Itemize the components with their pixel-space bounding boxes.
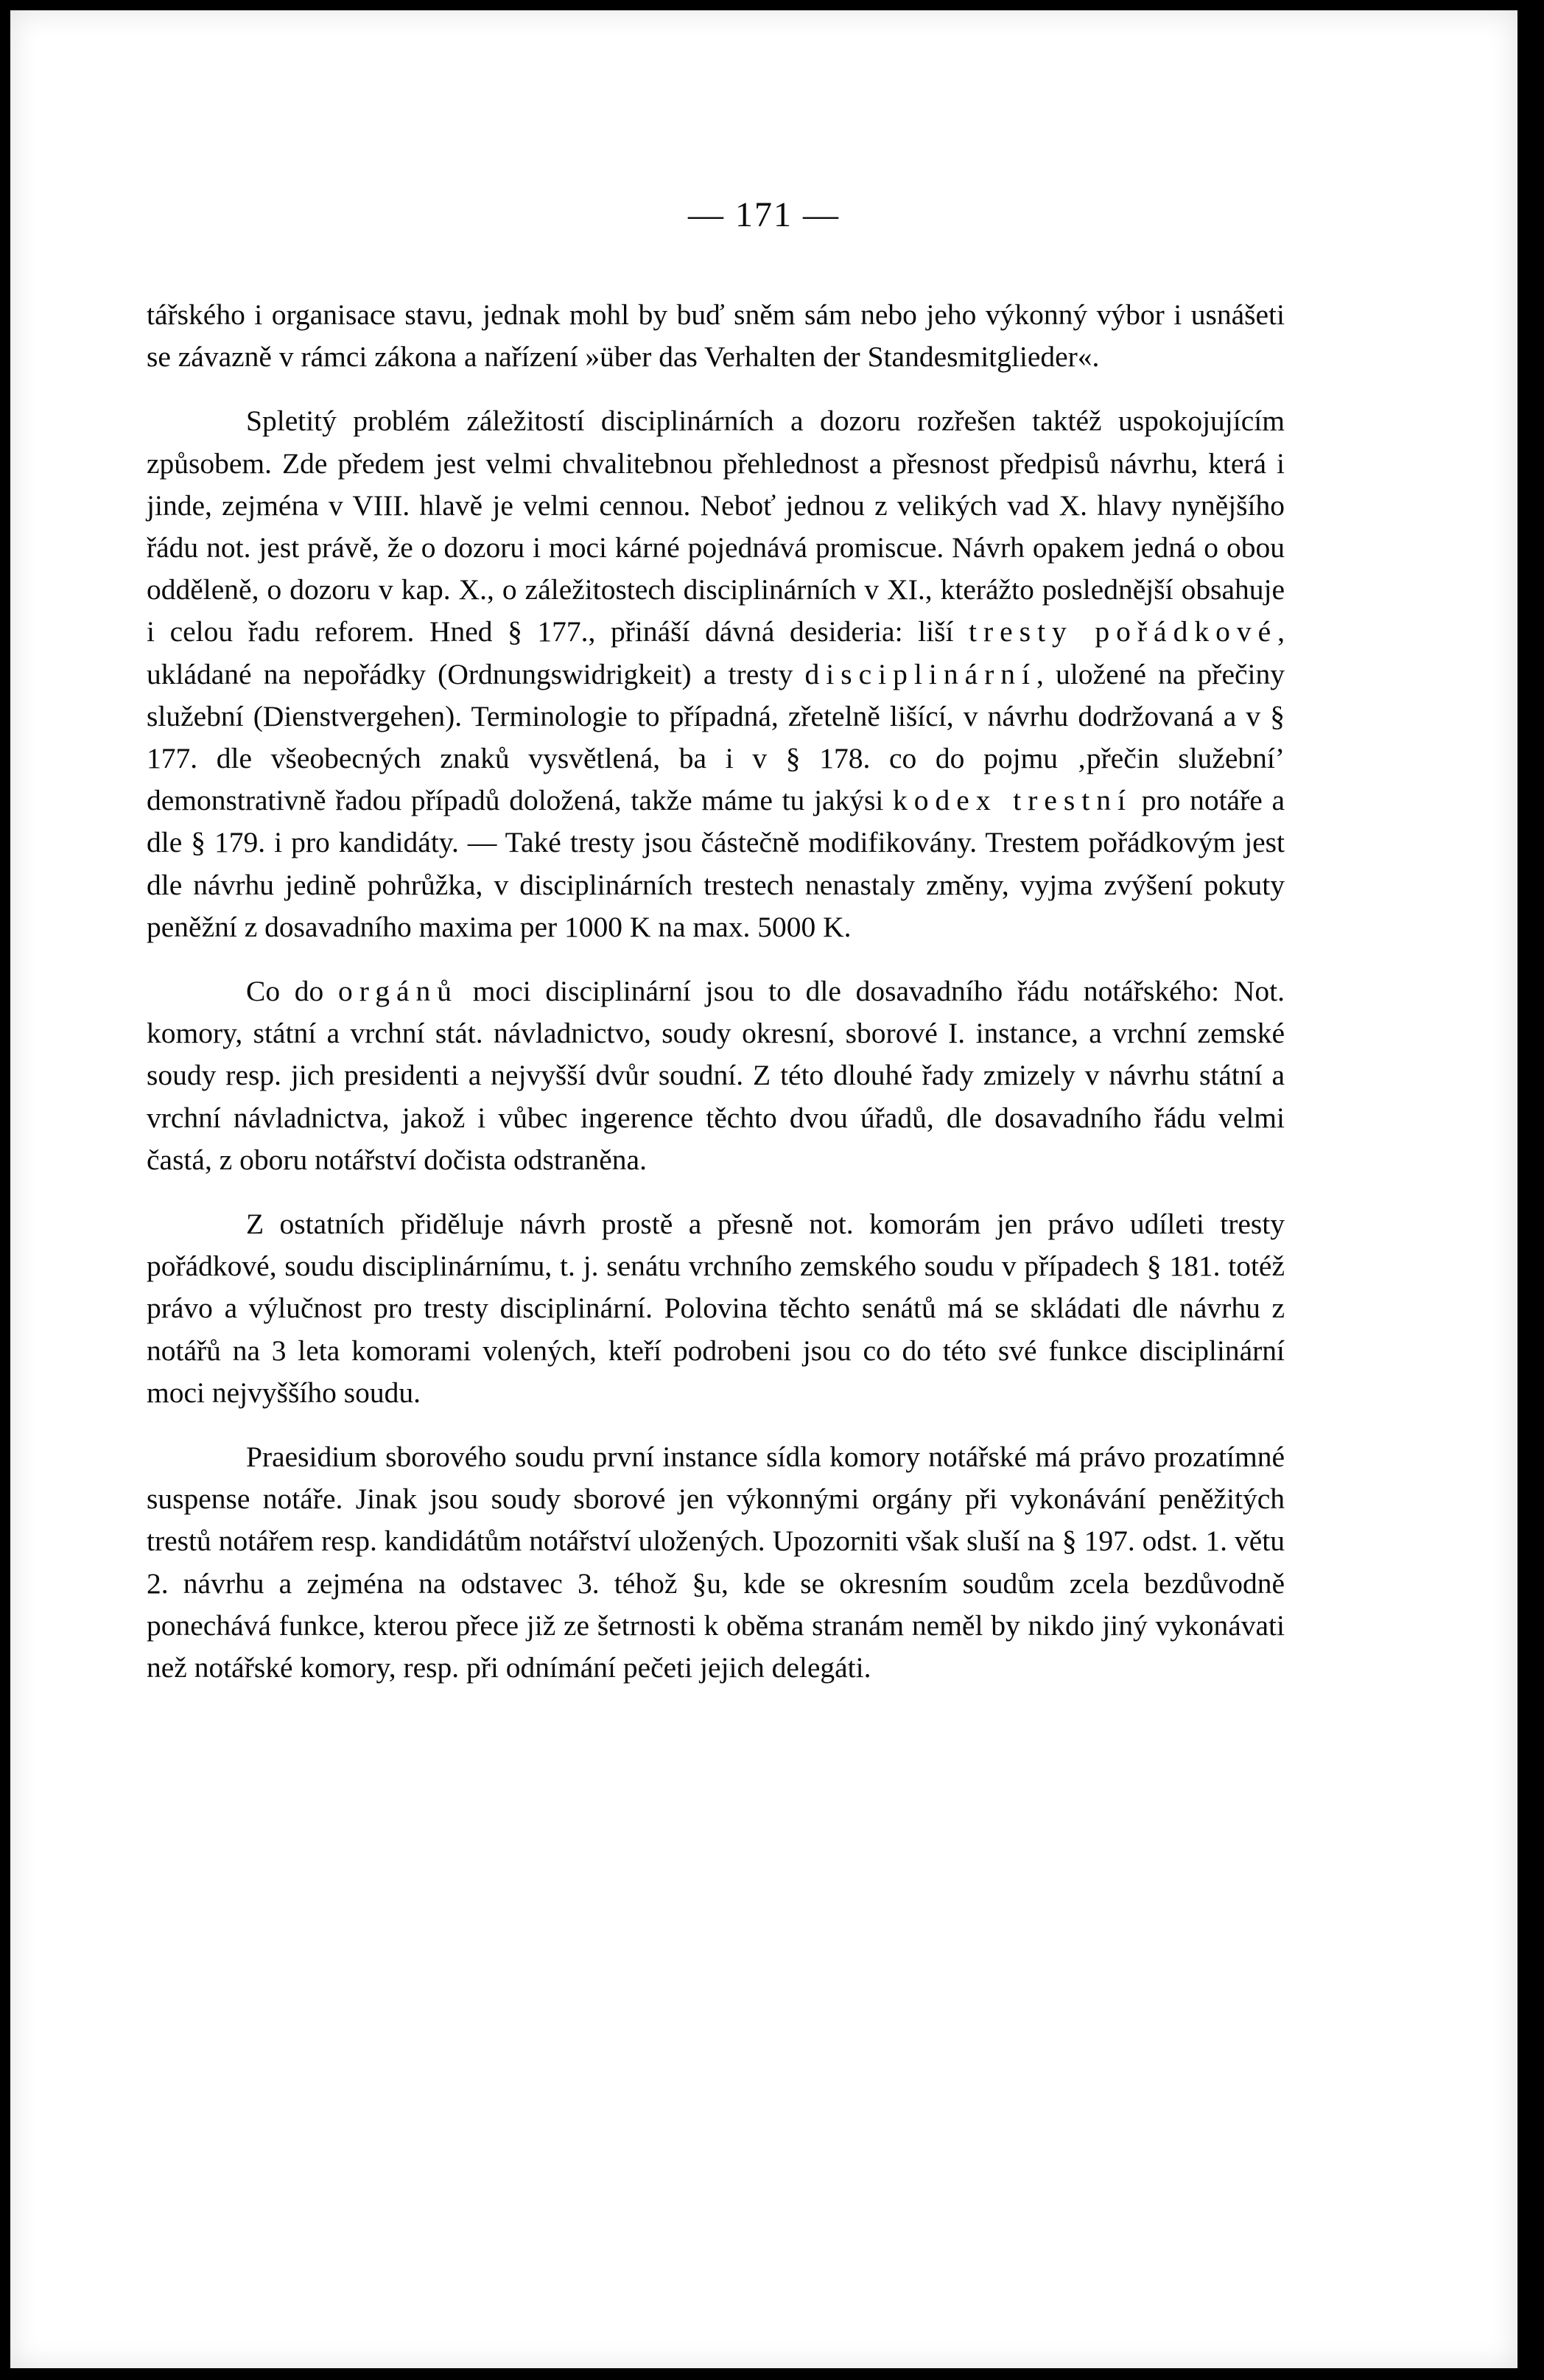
text-segment: Co do bbox=[246, 975, 339, 1008]
spaced-term: orgánů bbox=[338, 975, 459, 1008]
paragraph-5 bbox=[147, 1436, 1285, 1689]
text-segment: , uložené na přečiny služební (Dienstvergehen). Terminologie to případná, zřetelně lišící, v návrhu dodržovaná a v § 177. dle všeobecných znaků vysvětlená, ba i v § 178. co do pojmu ‚přečin služební’ demonstrativně řadou případů doložená, takže máme tu jakýsi bbox=[147, 657, 1285, 817]
page-number: — 171 — bbox=[688, 195, 840, 234]
text-segment: Spletitý problém záležitostí disciplinárních a dozoru rozřešen taktéž uspokojujícím způsobem. Zde předem jest velmi chvalitebnou přehlednost a přesnost předpisů návrhu, která i jinde, zejména v VIII. hlavě je velmi cennou. Neboť jednou z velikých vad X. hlavy nynějšího řádu not. jest právě, že o dozoru i moci kárné pojednává promiscue. Návrh opakem jedná o obou odděleně, o dozoru v kap. X., o záležitostech disciplinárních v XI., kterážto poslednější obsahuje i celou řadu reforem. Hned § 177., přináší dávná desideria: liší bbox=[147, 405, 1285, 648]
paragraph-3 bbox=[147, 970, 1285, 1181]
paragraph-4 bbox=[147, 1203, 1285, 1414]
text-segment: tářského i organisace stavu, jednak mohl by buď sněm sám nebo jeho výkonný výbor i usnášeti se závazně v rámci zákona a nařízení »über das Verhalten der Standesmitglieder«. bbox=[147, 298, 1285, 374]
spaced-term: kodex trestní bbox=[893, 784, 1133, 817]
text-segment: Z ostatních přiděluje návrh prostě a přesně not. komorám jen právo udíleti tresty pořádkové, soudu disciplinárnímu, t. j. senátu vrchního zemského soudu v případech § 181. totéž právo a výlučnost pro tresty disciplinární. Polovina těchto senátů má se skládati dle návrhu z notářů na 3 leta komorami volených, kteří podrobeni jsou co do této své funkce disciplinární moci nejvyššího soudu. bbox=[147, 1208, 1285, 1409]
paragraph-1 bbox=[147, 294, 1285, 378]
spaced-term: tresty pořádkové bbox=[969, 615, 1278, 648]
scanned-page bbox=[10, 10, 1517, 2368]
paragraph-2 bbox=[147, 400, 1285, 948]
text-segment: moci disciplinární jsou to dle dosavadního řádu notářského: Not. komory, státní a vrchní stát. návladnictvo, soudy okresní, sborové I. instance, a vrchní zemské soudy resp. jich presidenti a nejvyšší dvůr soudní. Z této dlouhé řady zmizely v návrhu státní a vrchní návladnictva, jakož i vůbec ingerence těchto dvou úřadů, dle dosavadního řádu velmi častá, z oboru notářství dočista odstraněna. bbox=[147, 975, 1285, 1176]
text-segment: Praesidium sborového soudu první instance sídla komory notářské má právo prozatímné suspense notáře. Jinak jsou soudy sborové jen výkonnými orgány při vykonávání peněžitých trestů notářem resp. kandidátům notářství uložených. Upozorniti však sluší na § 197. odst. 1. větu 2. návrhu a zejména na odstavec 3. téhož §u, kde se okresním soudům zcela bezdůvodně ponechává funkce, kterou přece již ze šetrnosti k oběma stranám neměl by nikdo jiný vykonávati než notářské komory, resp. při odnímání pečeti jejich delegáti. bbox=[147, 1441, 1285, 1684]
page-body bbox=[147, 294, 1285, 1711]
spaced-term: disciplinární bbox=[804, 657, 1036, 690]
text-segment: pro notáře a dle § 179. i pro kandidáty. — Také tresty jsou částečně modifikovány. Trestem pořádkovým jest dle návrhu jedině pohrůžka, v disciplinárních trestech nenastaly změny, vyjma zvýšení pokuty peněžní z dosavadního maxima per 1000 K na max. 5000 K. bbox=[147, 784, 1285, 943]
text-segment: , ukládané na nepořádky (Ordnungswidrigkeit) a tresty bbox=[147, 615, 1285, 690]
